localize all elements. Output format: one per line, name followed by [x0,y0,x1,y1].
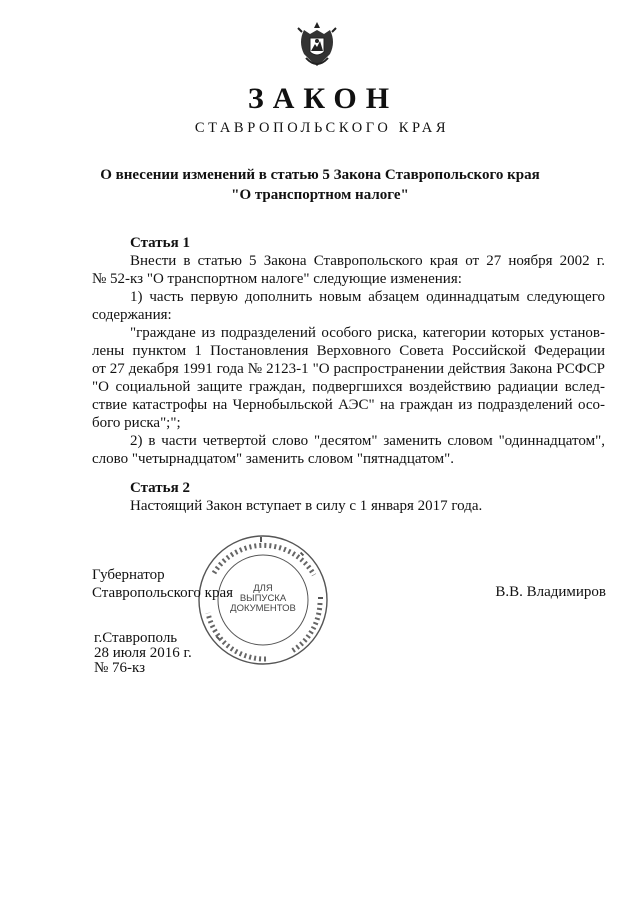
stamp-center [223,584,303,614]
article-line: Настоящий Закон вступает в силу с 1 января 2017 года. [130,498,483,514]
article-line: 1) часть первую дополнить новым абзацем одиннадцатым следующего [130,289,605,305]
stamp-text: ВЫПУСКА [239,593,287,604]
footer-number: № 76-кз [94,660,146,676]
signatory-name: В.В. Владимиров [495,584,606,600]
footer-city: г.Ставрополь [94,630,178,646]
article-line: лены пунктом 1 Постановления Верховного Совета Российской Федерации [92,343,605,359]
article-line: 2) в части четвертой слово "десятом" заменить словом "одиннадцатом", [130,433,605,449]
article-line: № 52-кз "О транспортном налоге" следующие изменения: [92,271,462,287]
role-line: Губернатор [92,567,165,583]
article-line: от 27 декабря 1991 года № 2123-1 "О распространении действия Закона РСФСР [92,361,605,377]
signatory-role [92,566,233,602]
subject-line: О внесении изменений в статью 5 Закона Ставропольского края [100,167,540,183]
region-name: СТАВРОПОЛЬСКОГО КРАЯ [194,120,450,136]
article-line: "граждане из подразделений особого риска, категории которых установ- [130,325,605,341]
article-line: содержания: [92,307,172,323]
stamp-text: ДОКУМЕНТОВ [230,603,296,614]
law-subject [100,165,540,205]
role-line: Ставропольского края [92,585,233,601]
stamp-text: ДЛЯ [253,583,273,594]
article-line: "О социальной защите граждан, подвергшихся воздействию радиации вслед- [92,379,605,395]
article-1 [92,234,605,468]
subject-line: "О транспортном налоге" [231,187,409,203]
article-line: бого риска";"; [92,415,181,431]
article-heading: Статья 2 [130,480,190,496]
article-line: Внести в статью 5 Закона Ставропольского края от 27 ноября 2002 г. [130,253,605,269]
footer-date: 28 июля 2016 г. [94,645,192,661]
article-line: ствие катастрофы на Чернобыльской АЭС" на граждан из подразделений осо- [92,397,605,413]
law-footer [94,631,192,676]
coat-of-arms-icon [296,20,338,72]
law-title: ЗАКОН [247,82,399,115]
article-2 [92,479,605,515]
article-heading: Статья 1 [130,235,190,251]
article-line: слово "четырнадцатом" заменить словом "пятнадцатом". [92,451,455,467]
